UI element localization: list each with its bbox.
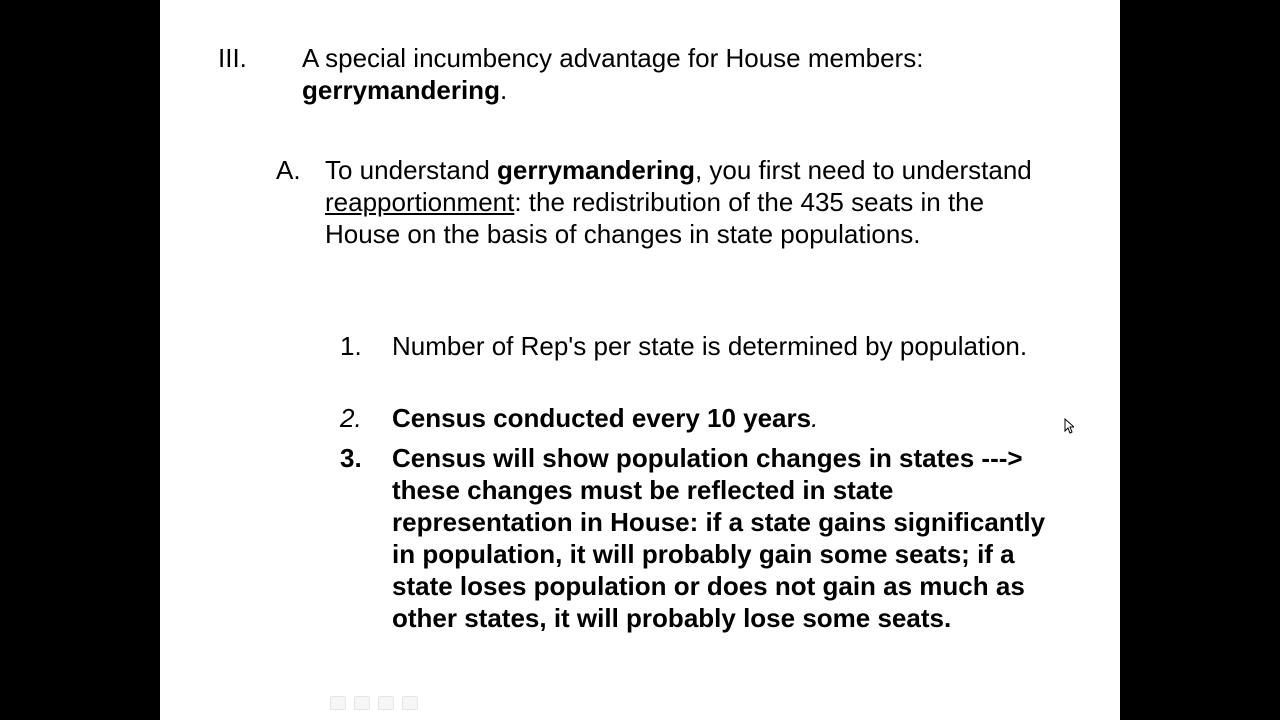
mouse-cursor-icon: [1064, 418, 1074, 434]
letter-marker: A.: [276, 155, 301, 185]
numbered-item-bold-text: Census conducted every 10 years: [392, 403, 812, 433]
letter-text-1: To understand: [325, 155, 498, 185]
numbered-item-text: Number of Rep's per state is determined by population.: [392, 331, 1028, 361]
number-marker: 3.: [340, 443, 362, 473]
number-marker: 2.: [340, 403, 362, 433]
roman-text-after: .: [499, 75, 508, 105]
numbered-item-text: Census will show population changes in states ---> these changes must be reflected in state representation in House: if a state gains significantly in population, it will probably gain some seats; if a state loses population or does not gain as much as other states, it will probably lose some seats.: [392, 443, 1046, 633]
letter-bold-term: gerrymandering: [497, 155, 695, 185]
pen-icon[interactable]: [354, 696, 370, 710]
previous-slide-icon[interactable]: [330, 696, 346, 710]
slide: [160, 0, 1120, 720]
letter-item-text: [325, 154, 1055, 250]
next-slide-icon[interactable]: [402, 696, 418, 710]
roman-bold-term: gerrymandering: [302, 75, 500, 105]
letter-text-3: : the redistribution of the 435 seats in the House on the basis of changes in state populations.: [325, 187, 985, 249]
roman-text-before: A special incumbency advantage for House members:: [302, 43, 924, 73]
slide-menu-icon[interactable]: [378, 696, 394, 710]
roman-item-text: [302, 42, 1082, 106]
numbered-item-trailing: .: [811, 403, 819, 433]
number-marker: 1.: [340, 331, 362, 361]
slideshow-toolbar: [330, 696, 418, 712]
roman-numeral-marker: III.: [218, 43, 247, 73]
letter-underlined-term: reapportionment: [325, 187, 515, 217]
letter-text-2: , you first need to understand: [694, 155, 1032, 185]
numbered-item-text: [392, 402, 1072, 434]
